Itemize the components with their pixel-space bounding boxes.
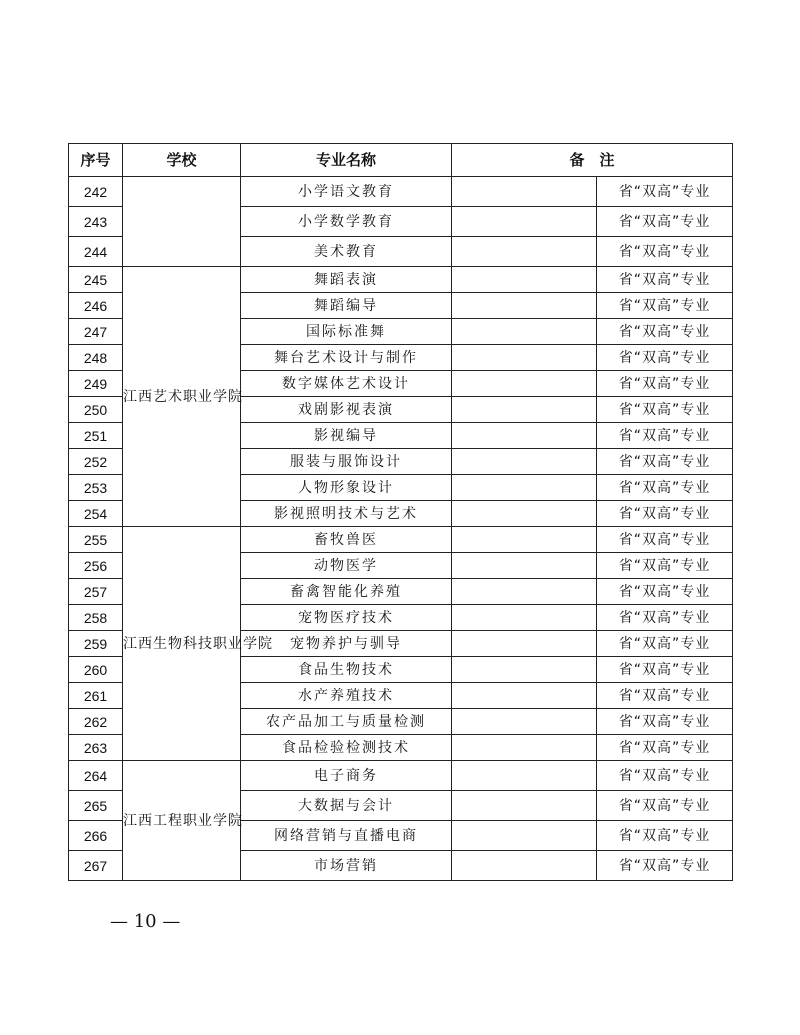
major-name: 戏剧影视表演 [241,397,452,423]
row-number: 262 [69,709,123,735]
row-number: 249 [69,371,123,397]
note-cell [452,683,597,709]
majors-table [68,143,733,881]
note-cell [452,501,597,527]
row-number: 245 [69,267,123,293]
page-number: — 10 — [110,911,181,932]
note-cell [452,527,597,553]
major-name: 农产品加工与质量检测 [241,709,452,735]
major-name: 人物形象设计 [241,475,452,501]
major-name: 水产养殖技术 [241,683,452,709]
remark-cell: 省“双高”专业 [597,631,733,657]
row-number: 243 [69,207,123,237]
table-row [69,177,733,207]
school-name [123,177,241,267]
major-name: 影视编导 [241,423,452,449]
major-name: 小学语文教育 [241,177,452,207]
major-name: 国际标准舞 [241,319,452,345]
row-number: 242 [69,177,123,207]
remark-cell: 省“双高”专业 [597,177,733,207]
major-name: 食品检验检测技术 [241,735,452,761]
row-number: 265 [69,791,123,821]
row-number: 246 [69,293,123,319]
school-name: 江西艺术职业学院 [123,267,241,527]
row-number: 247 [69,319,123,345]
row-number: 255 [69,527,123,553]
row-number: 257 [69,579,123,605]
remark-cell: 省“双高”专业 [597,267,733,293]
row-number: 267 [69,851,123,881]
note-cell [452,475,597,501]
row-number: 254 [69,501,123,527]
header-remark: 备 注 [452,144,733,177]
row-number: 244 [69,237,123,267]
school-name: 江西生物科技职业学院 [123,527,241,761]
note-cell [452,345,597,371]
major-name: 小学数学教育 [241,207,452,237]
major-name: 大数据与会计 [241,791,452,821]
school-name: 江西工程职业学院 [123,761,241,881]
remark-cell: 省“双高”专业 [597,579,733,605]
note-cell [452,267,597,293]
remark-cell: 省“双高”专业 [597,449,733,475]
remark-cell: 省“双高”专业 [597,397,733,423]
note-cell [452,293,597,319]
remark-cell: 省“双高”专业 [597,553,733,579]
remark-cell: 省“双高”专业 [597,657,733,683]
row-number: 248 [69,345,123,371]
major-name: 网络营销与直播电商 [241,821,452,851]
note-cell [452,449,597,475]
remark-cell: 省“双高”专业 [597,527,733,553]
note-cell [452,709,597,735]
major-name: 服装与服饰设计 [241,449,452,475]
note-cell [452,397,597,423]
note-cell [452,423,597,449]
row-number: 266 [69,821,123,851]
row-number: 256 [69,553,123,579]
note-cell [452,553,597,579]
remark-cell: 省“双高”专业 [597,791,733,821]
remark-cell: 省“双高”专业 [597,207,733,237]
remark-cell: 省“双高”专业 [597,735,733,761]
table-row [69,527,733,553]
row-number: 264 [69,761,123,791]
note-cell [452,177,597,207]
remark-cell: 省“双高”专业 [597,605,733,631]
major-name: 动物医学 [241,553,452,579]
header-school: 学校 [123,144,241,177]
major-name: 舞蹈表演 [241,267,452,293]
note-cell [452,371,597,397]
note-cell [452,319,597,345]
major-name: 电子商务 [241,761,452,791]
remark-cell: 省“双高”专业 [597,501,733,527]
header-major: 专业名称 [241,144,452,177]
note-cell [452,657,597,683]
note-cell [452,735,597,761]
header-no: 序号 [69,144,123,177]
remark-cell: 省“双高”专业 [597,345,733,371]
table-row [69,267,733,293]
remark-cell: 省“双高”专业 [597,683,733,709]
major-name: 畜禽智能化养殖 [241,579,452,605]
note-cell [452,631,597,657]
row-number: 252 [69,449,123,475]
major-name: 食品生物技术 [241,657,452,683]
major-name: 宠物医疗技术 [241,605,452,631]
table-body [69,177,733,881]
row-number: 250 [69,397,123,423]
note-cell [452,821,597,851]
major-name: 市场营销 [241,851,452,881]
note-cell [452,791,597,821]
major-name: 舞台艺术设计与制作 [241,345,452,371]
note-cell [452,579,597,605]
remark-cell: 省“双高”专业 [597,821,733,851]
table-row [69,761,733,791]
table-header-row [69,144,733,177]
remark-cell: 省“双高”专业 [597,293,733,319]
note-cell [452,761,597,791]
major-name: 畜牧兽医 [241,527,452,553]
row-number: 253 [69,475,123,501]
remark-cell: 省“双高”专业 [597,237,733,267]
major-name: 影视照明技术与艺术 [241,501,452,527]
remark-cell: 省“双高”专业 [597,423,733,449]
remark-cell: 省“双高”专业 [597,371,733,397]
note-cell [452,237,597,267]
major-name: 美术教育 [241,237,452,267]
row-number: 261 [69,683,123,709]
note-cell [452,851,597,881]
remark-cell: 省“双高”专业 [597,475,733,501]
major-name: 宠物养护与驯导 [241,631,452,657]
row-number: 260 [69,657,123,683]
remark-cell: 省“双高”专业 [597,761,733,791]
remark-cell: 省“双高”专业 [597,319,733,345]
major-name: 舞蹈编导 [241,293,452,319]
note-cell [452,207,597,237]
note-cell [452,605,597,631]
row-number: 251 [69,423,123,449]
row-number: 263 [69,735,123,761]
major-name: 数字媒体艺术设计 [241,371,452,397]
row-number: 259 [69,631,123,657]
remark-cell: 省“双高”专业 [597,709,733,735]
row-number: 258 [69,605,123,631]
remark-cell: 省“双高”专业 [597,851,733,881]
